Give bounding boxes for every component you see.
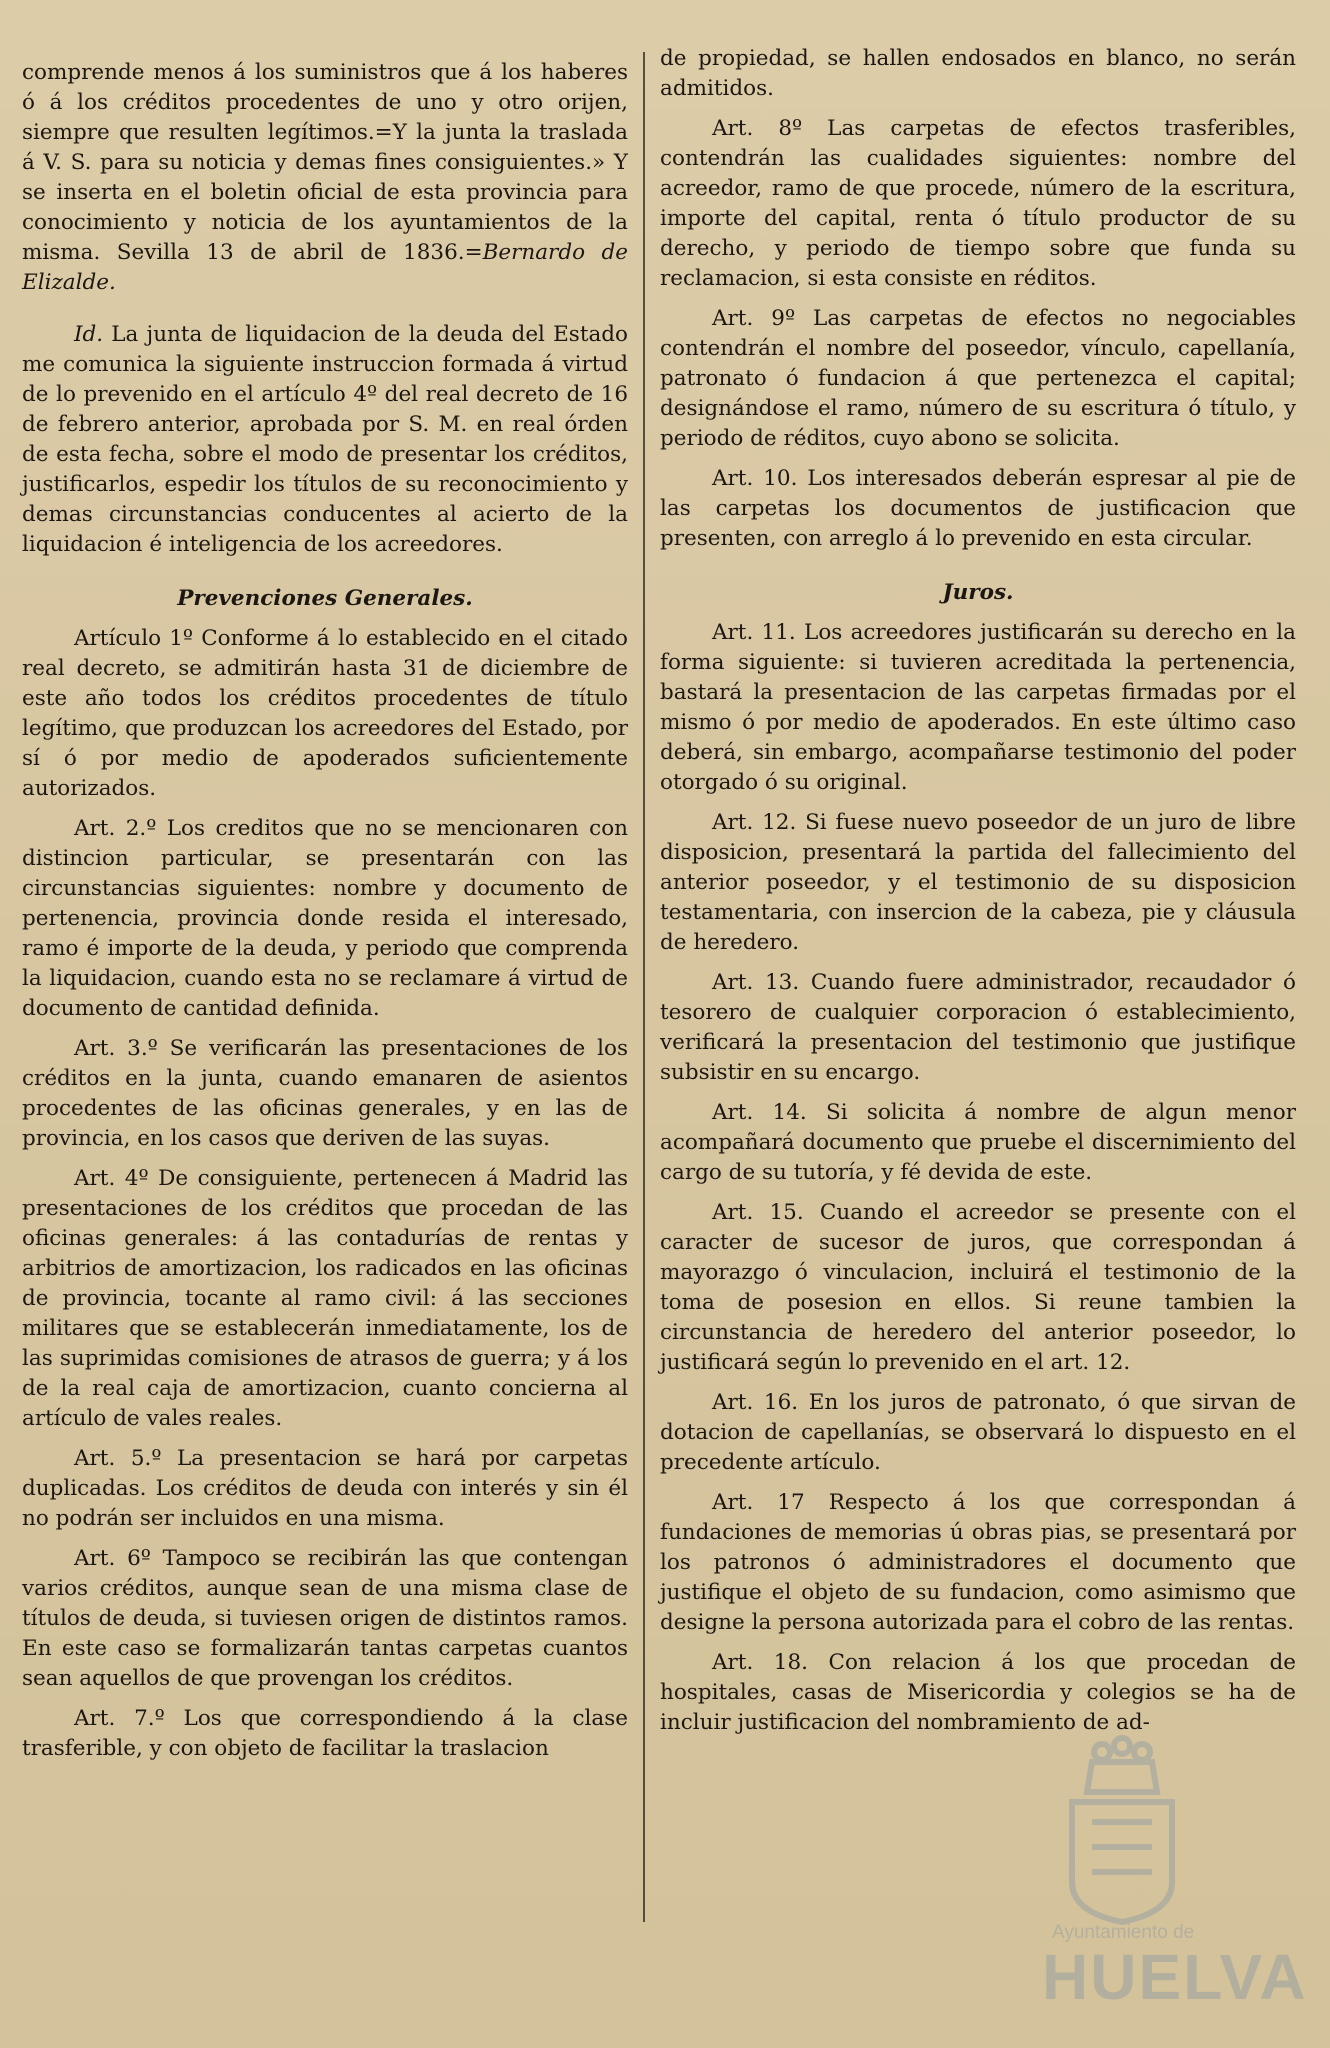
article-8: Art. 8º Las carpetas de efectos trasferibles, contendrán las cualidades siguientes: nombre del acreedor, ramo de que procede, número de la escritura, importe del capital, renta ó título productor de su derecho, y periodo de tiempo sobre que funda su reclamacion, si esta consiste en réditos. xyxy=(660,116,1296,291)
column-divider xyxy=(643,52,645,1922)
article-14: Art. 14. Si solicita á nombre de algun menor acompañará documento que pruebe el discernimiento del cargo de su tutoría, y fé devida de este. xyxy=(660,1100,1296,1185)
left-column xyxy=(22,58,628,1774)
huelva-watermark xyxy=(942,1722,1308,2022)
article-17: Art. 17 Respecto á los que correspondan á fundaciones de memorias ú obras pias, se presentará por los patronos ó administradores el documento que justifique el objeto de su fundacion, como asimismo que designe la persona autorizada para el cobro de las rentas. xyxy=(660,1490,1296,1635)
article-4: Art. 4º De consiguiente, pertenecen á Madrid las presentaciones de los créditos que procedan de las oficinas generales: á las contadurías de rentas y arbitrios de amortizacion, los radicados en las oficinas de provincia, tocante al ramo civil: á las secciones militares que se establecerán inmediatamente, los de las suprimidas comisiones de atrasos de guerra; y á los de la real caja de amortizacion, cuanto concierna al artículo de vales reales. xyxy=(22,1166,628,1431)
article-6: Art. 6º Tampoco se recibirán las que contengan varios créditos, aunque sean de una misma clase de títulos de deuda, si tuviesen origen de distintos ramos. En este caso se formalizarán tantas carpetas cuantos sean aquellos de que provengan los créditos. xyxy=(22,1546,628,1691)
article-10: Art. 10. Los interesados deberán espresar al pie de las carpetas los documentos de justificacion que presenten, con arreglo á lo prevenido en esta circular. xyxy=(660,466,1296,551)
watermark-line2: HUELVA xyxy=(1042,1941,1308,2013)
article-13: Art. 13. Cuando fuere administrador, recaudador ó tesorero de cualquier corporacion ó establecimiento, verificará la presentacion del testimonio que justifique subsistir en su encargo. xyxy=(660,970,1296,1085)
article-9: Art. 9º Las carpetas de efectos no negociables contendrán el nombre del poseedor, vínculo, capellanía, patronato ó fundacion á que pertenezca el capital; designándose el ramo, número de su escritura ó título, y periodo de réditos, cuyo abono se solicita. xyxy=(660,306,1296,451)
article-2: Art. 2.º Los creditos que no se mencionaren con distincion particular, se presentarán con las circunstancias siguientes: nombre y documento de pertenencia, provincia donde resida el interesado, ramo é importe de la deuda, y periodo que comprenda la liquidacion, cuando esta no se reclamare á virtud de documento de cantidad definida. xyxy=(22,816,628,1021)
intro-text: comprende menos á los suministros que á los haberes ó á los créditos procedentes de uno y otro orijen, siempre que resulten legítimos.=Y la junta la traslada á V. S. para su noticia y demas fines consiguientes.» Y se inserta en el boletin oficial de esta provincia para conocimiento y noticia de los ayuntamientos de la misma. Sevilla 13 de abril de 1836.= xyxy=(22,60,628,265)
article-11: Art. 11. Los acreedores justificarán su derecho en la forma siguiente: si tuvieren acreditada la pertenencia, bastará la presentacion de las carpetas firmadas por el mismo ó por medio de apoderados. En este último caso deberá, sin embargo, acompañarse testimonio del poder otorgado ó su original. xyxy=(660,620,1296,795)
right-column xyxy=(660,44,1296,1748)
signature: Bernardo de Elizalde. xyxy=(22,240,628,295)
article-16: Art. 16. En los juros de patronato, ó que sirvan de dotacion de capellanías, se observará lo dispuesto en el precedente artículo. xyxy=(660,1390,1296,1475)
section-heading-juros: Juros. xyxy=(942,580,1014,605)
section-heading-prevenciones: Prevenciones Generales. xyxy=(177,586,473,611)
article-5: Art. 5.º La presentacion se hará por carpetas duplicadas. Los créditos de deuda con interés y sin él no podrán ser incluidos en una misma. xyxy=(22,1446,628,1531)
watermark-line1: Ayuntamiento de xyxy=(1052,1922,1195,1943)
article-15: Art. 15. Cuando el acreedor se presente con el caracter de sucesor de juros, que correspondan á mayorazgo ó vinculacion, incluirá el testimonio de la toma de posesion en ellos. Si reune tambien la circunstancia de heredero del anterior poseedor, lo justificará según lo prevenido en el art. 12. xyxy=(660,1200,1296,1375)
intro-paragraph xyxy=(22,58,628,298)
article-1: Artículo 1º Conforme á lo establecido en el citado real decreto, se admitirán hasta 31 de diciembre de este año todos los créditos procedentes de título legítimo, que produzcan los acreedores del Estado, por sí ó por medio de apoderados suficientemente autorizados. xyxy=(22,626,628,801)
id-lead: Id. xyxy=(74,322,104,347)
article-3: Art. 3.º Se verificarán las presentaciones de los créditos en la junta, cuando emanaren de asientos procedentes de las oficinas generales, y en las de provincia, en los casos que deriven de las suyas. xyxy=(22,1036,628,1151)
article-12: Art. 12. Si fuese nuevo poseedor de un juro de libre disposicion, presentará la partida del fallecimiento del anterior poseedor, y el testimonio de su disposicion testamentaria, con insercion de la cabeza, pie y cláusula de heredero. xyxy=(660,810,1296,955)
article-7: Art. 7.º Los que correspondiendo á la clase trasferible, y con objeto de facilitar la traslacion xyxy=(22,1706,628,1761)
article-18: Art. 18. Con relacion á los que procedan de hospitales, casas de Misericordia y colegios se ha de incluir justificacion del nombramiento de ad- xyxy=(660,1650,1296,1735)
id-paragraph xyxy=(22,320,628,560)
id-text: La junta de liquidacion de la deuda del Estado me comunica la siguiente instruccion formada á virtud de lo prevenido en el artículo 4º del real decreto de 16 de febrero anterior, aprobada por S. M. en real órden de esta fecha, sobre el modo de presentar los créditos, justificarlos, espedir los títulos de su reconocimiento y demas circunstancias conducentes al acierto de la liquidacion é inteligencia de los acreedores. xyxy=(22,322,628,557)
article-7-continuation: de propiedad, se hallen endosados en blanco, no serán admitidos. xyxy=(660,46,1296,101)
